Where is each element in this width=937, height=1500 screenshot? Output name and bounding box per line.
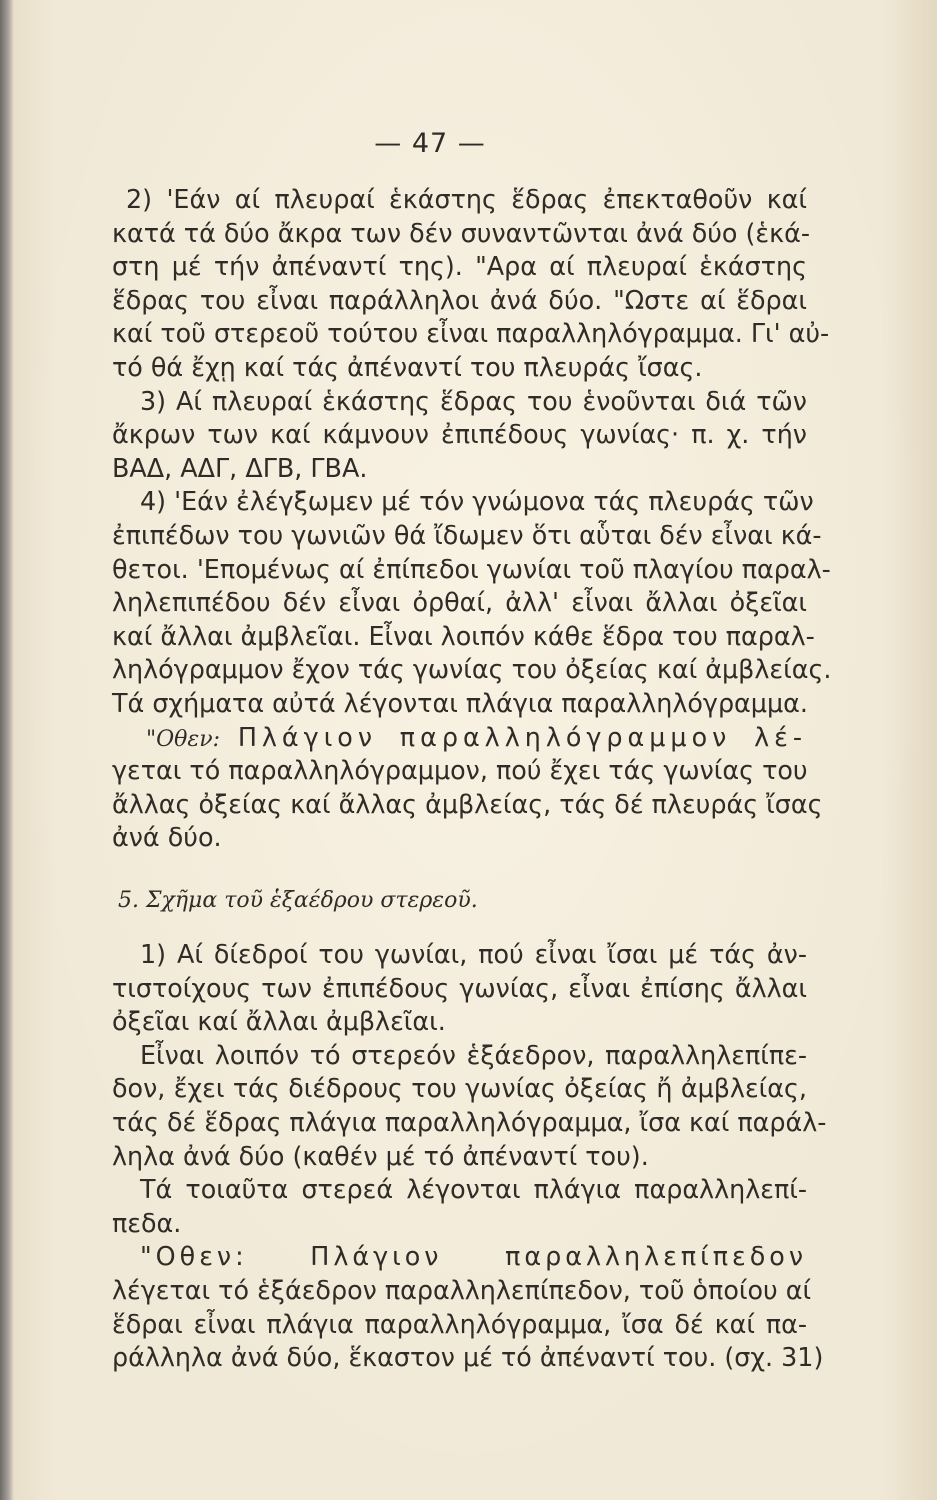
- text-line: Τά σχήματα αὐτά λέγονται πλάγια παραλληλόγραμμα.: [112, 687, 808, 718]
- definition-term: Πλάγιον παραλληλόγραμμον λέ-: [237, 721, 808, 752]
- text-line: τό θά ἔχῃ καί τάς ἀπέναντί του πλευράς ἴσας.: [112, 351, 703, 382]
- text-line: 2) 'Εάν αί πλευραί ἑκάστης ἕδρας ἐπεκταθοῦν καί: [126, 184, 807, 214]
- text-line: πεδα.: [112, 1207, 182, 1238]
- text-line: δον, ἔχει τάς διέδρους του γωνίας ὀξείας ἤ ἀμβλείας,: [112, 1073, 807, 1104]
- definition-line: [112, 721, 807, 755]
- text-line: κατά τά δύο ἄκρα των δέν συναντῶνται ἀνά δύο (ἑκά-: [112, 217, 811, 248]
- page-number: — 47 —: [374, 128, 486, 159]
- section-heading: 5. Σχῆμα τοῦ ἑξαέδρου στερεοῦ.: [118, 888, 478, 913]
- text-line: ἕδρας του εἶναι παράλληλοι ἀνά δύο. "Ωστε αί ἕδραι: [112, 284, 807, 315]
- text-line: στη μέ τήν ἀπέναντί της). "Αρα αί πλευραί ἑκάστης: [112, 251, 807, 282]
- body-text-bottom: [112, 938, 827, 1375]
- text-line: ληλόγραμμον ἔχον τάς γωνίας του ὀξείας καί ἀμβλείας.: [112, 654, 832, 685]
- text-line: θετοι. 'Επομένως αί ἐπίπεδοι γωνίαι τοῦ πλαγίου παραλ-: [112, 553, 831, 584]
- text-line: ἀνά δύο.: [112, 822, 222, 853]
- book-spine-shadow: [0, 0, 14, 1500]
- text-line: λέγεται τό ἑξάεδρον παραλληλεπίπεδον, τοῦ ὁποίου αί: [112, 1274, 812, 1305]
- text-line: καί ἄλλαι ἀμβλεῖαι. Εἶναι λοιπόν κάθε ἕδρα του παραλ-: [112, 620, 815, 651]
- text-line: 3) Αί πλευραί ἑκάστης ἕδρας του ἑνοῦνται διά τῶν: [140, 385, 807, 416]
- text-line: ἐπιπέδων του γωνιῶν θά ἴδωμεν ὅτι αὗται δέν εἶναι κά-: [112, 519, 822, 550]
- text-line: ἄκρων των καί κάμνουν ἐπιπέδους γωνίας· π. χ. τήν: [112, 419, 807, 450]
- text-line: ληλεπιπέδου δέν εἶναι ὀρθαί, ἀλλ' εἶναι ἄλλαι ὀξεῖαι: [112, 587, 807, 618]
- text-line: ἄλλας ὀξείας καί ἄλλας ἀμβλείας, τάς δέ πλευράς ἴσας: [112, 788, 823, 819]
- definition-line: "Οθεν: Πλάγιον παραλληλεπίπεδον: [140, 1241, 807, 1272]
- text-line: ἕδραι εἶναι πλάγια παραλληλόγραμμα, ἴσα δέ καί πα-: [112, 1308, 807, 1339]
- text-line: τιστοίχους των ἐπιπέδους γωνίας, εἶναι ἐπίσης ἄλλαι: [112, 972, 807, 1003]
- body-text-top: [112, 183, 832, 855]
- text-line: ληλα ἀνά δύο (καθέν μέ τό ἀπέναντί του).: [112, 1140, 649, 1171]
- definition-lead: "Οθεν:: [146, 726, 220, 752]
- text-line: ΒΑΔ, ΑΔΓ, ΔΓΒ, ΓΒΑ.: [112, 452, 368, 483]
- text-line: Τά τοιαῦτα στερεά λέγονται πλάγια παραλληλεπί-: [140, 1174, 807, 1205]
- text-line: τάς δέ ἕδρας πλάγια παραλληλόγραμμα, ἴσα καί παράλ-: [112, 1106, 827, 1137]
- text-line: ράλληλα ἀνά δύο, ἕκαστον μέ τό ἀπέναντί του. (σχ. 31): [112, 1342, 824, 1373]
- text-line: Εἶναι λοιπόν τό στερεόν ἑξάεδρον, παραλληλεπίπε-: [140, 1039, 807, 1070]
- text-line: 1) Αί δίεδροί του γωνίαι, πού εἶναι ἴσαι μέ τάς ἀν-: [140, 939, 807, 969]
- text-line: 4) 'Εάν ἐλέγξωμεν μέ τόν γνώμονα τάς πλευράς τῶν: [140, 486, 814, 517]
- text-line: γεται τό παραλληλόγραμμον, πού ἔχει τάς γωνίας του: [112, 755, 808, 786]
- text-line: ὀξεῖαι καί ἄλλαι ἀμβλεῖαι.: [112, 1006, 446, 1037]
- text-line: καί τοῦ στερεοῦ τούτου εἶναι παραλληλόγραμμα. Γι' αὐ-: [112, 318, 830, 349]
